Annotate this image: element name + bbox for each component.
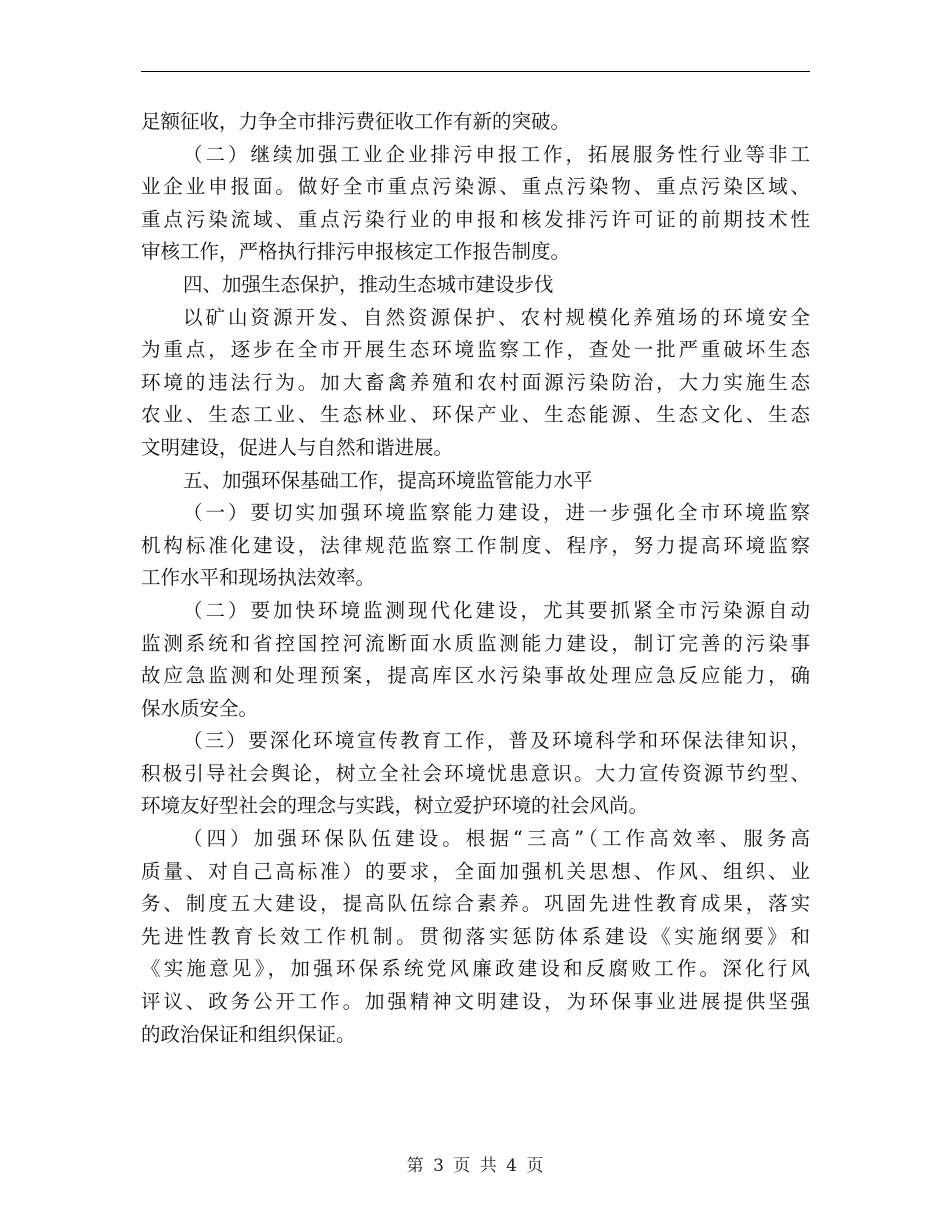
text-line: 文明建设，促进人与自然和谐进展。 (141, 435, 454, 459)
text-line: 故应急监测和处理预案，提高库区水污染事故处理应急反应能力，确 (141, 664, 810, 688)
page-number-label: 第 3 页 共 4 页 (406, 1156, 544, 1176)
text-line: 监测系统和省控国控河流断面水质监测能力建设，制订完善的污染事 (141, 631, 810, 655)
text-line: （四）加强环保队伍建设。根据“三高”（工作高效率、服务高 (183, 827, 810, 851)
text-line: （二）继续加强工业企业排污申报工作，拓展服务性行业等非工 (183, 142, 810, 166)
text-line: 四、加强生态保护，推动生态城市建设步伐 (183, 272, 554, 296)
text-line: 机构标准化建设，法律规范监察工作制度、程序，努力提高环境监察 (141, 533, 810, 557)
text-line: 业企业申报面。做好全市重点污染源、重点污染物、重点污染区域、 (141, 175, 810, 199)
text-line: 《实施意见》，加强环保系统党风廉政建设和反腐败工作。深化行风 (141, 957, 810, 981)
text-line: 积极引导社会舆论，树立全社会环境忧患意识。大力宣传资源节约型、 (141, 761, 810, 785)
text-line: 的政治保证和组织保证。 (141, 1022, 356, 1046)
text-line: 保水质安全。 (141, 696, 259, 720)
text-line: 评议、政务公开工作。加强精神文明建设，为环保事业进展提供坚强 (141, 990, 810, 1014)
text-line: 农业、生态工业、生态林业、环保产业、生态能源、生态文化、生态 (141, 403, 810, 427)
text-line: 为重点，逐步在全市开展生态环境监察工作，查处一批严重破坏生态 (141, 338, 810, 362)
document-body (141, 106, 810, 1051)
text-line: （三）要深化环境宣传教育工作，普及环境科学和环保法律知识， (183, 729, 810, 753)
text-line: （二）要加快环境监测现代化建设，尤其要抓紧全市污染源自动 (183, 598, 810, 622)
text-line: 重点污染流域、重点污染行业的申报和核发排污许可证的前期技术性 (141, 207, 810, 231)
text-line: 以矿山资源开发、自然资源保护、农村规模化养殖场的环境安全 (183, 305, 810, 329)
text-line: 审核工作，严格执行排污申报核定工作报告制度。 (141, 240, 571, 264)
text-line: 务、制度五大建设，提高队伍综合素养。巩固先进性教育成果，落实 (141, 892, 810, 916)
text-line: 质量、对自己高标准）的要求，全面加强机关思想、作风、组织、业 (141, 859, 810, 883)
text-line: 工作水平和现场执法效率。 (141, 566, 376, 590)
page-footer (0, 1154, 950, 1178)
text-line: 五、加强环保基础工作，提高环境监管能力水平 (183, 468, 593, 492)
text-line: 足额征收，力争全市排污费征收工作有新的突破。 (141, 110, 571, 133)
text-line: 环境的违法行为。加大畜禽养殖和农村面源污染防治，大力实施生态 (141, 370, 810, 394)
header-rule (141, 71, 810, 72)
text-line: 先进性教育长效工作机制。贯彻落实惩防体系建设《实施纲要》和 (141, 924, 810, 948)
text-line: 环境友好型社会的理念与实践，树立爱护环境的社会风尚。 (141, 794, 649, 818)
text-line: （一）要切实加强环境监察能力建设，进一步强化全市环境监察 (183, 501, 810, 525)
